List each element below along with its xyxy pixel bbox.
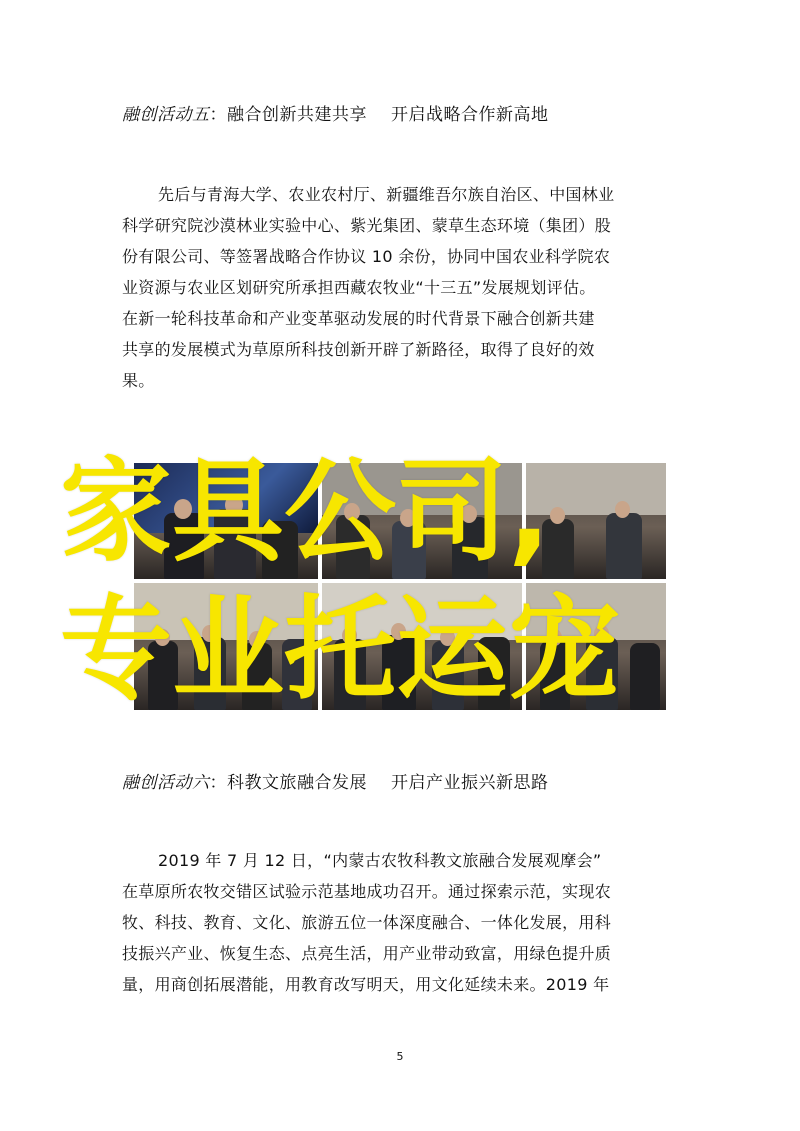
section-label: 融创活动六: [122, 773, 210, 793]
paragraph-line: 先后与青海大学、农业农村厅、新疆维吾尔族自治区、中国林业: [158, 185, 615, 204]
heading-colon: ：: [209, 105, 227, 125]
paragraph-2: [122, 845, 684, 1000]
paragraph-1: [122, 179, 684, 396]
paragraph-line: 在草原所农牧交错区试验示范基地成功召开。通过探索示范，实现农: [122, 882, 612, 901]
section-title-a: 融合创新共建共享: [227, 105, 367, 125]
overlay-text-line-1: 家具公司,: [60, 447, 551, 577]
section-heading-6: [122, 768, 549, 793]
section-label: 融创活动五: [122, 105, 210, 125]
paragraph-line: 科学研究院沙漠林业实验中心、紫光集团、蒙草生态环境（集团）股: [122, 216, 612, 235]
paragraph-line: 牧、科技、教育、文化、旅游五位一体深度融合、一体化发展，用科: [122, 913, 612, 932]
section-title-a: 科教文旅融合发展: [227, 773, 367, 793]
section-title-b: 开启战略合作新高地: [391, 105, 549, 125]
paragraph-line: 技振兴产业、恢复生态、点亮生活，用产业带动致富，用绿色提升质: [122, 944, 612, 963]
paragraph-line: 共享的发展模式为草原所科技创新开辟了新路径，取得了良好的效: [122, 340, 595, 359]
page-number: 5: [396, 1050, 404, 1063]
section-heading-5: [122, 100, 549, 125]
section-title-b: 开启产业振兴新思路: [391, 773, 549, 793]
overlay-text-line-2: 专业托运宠: [60, 585, 620, 715]
paragraph-line: 份有限公司、等签署战略合作协议 10 余份，协同中国农业科学院农: [122, 247, 611, 266]
paragraph-line: 2019 年 7 月 12 日，“内蒙古农牧科教文旅融合发展观摩会”: [158, 851, 602, 870]
heading-colon: ：: [209, 773, 227, 793]
paragraph-line: 业资源与农业区划研究所承担西藏农牧业“十三五”发展规划评估。: [122, 278, 596, 297]
paragraph-line: 果。: [122, 371, 155, 390]
paragraph-line: 量，用商创拓展潜能，用教育改写明天，用文化延续未来。2019 年: [122, 975, 610, 994]
paragraph-line: 在新一轮科技革命和产业变革驱动发展的时代背景下融合创新共建: [122, 309, 595, 328]
